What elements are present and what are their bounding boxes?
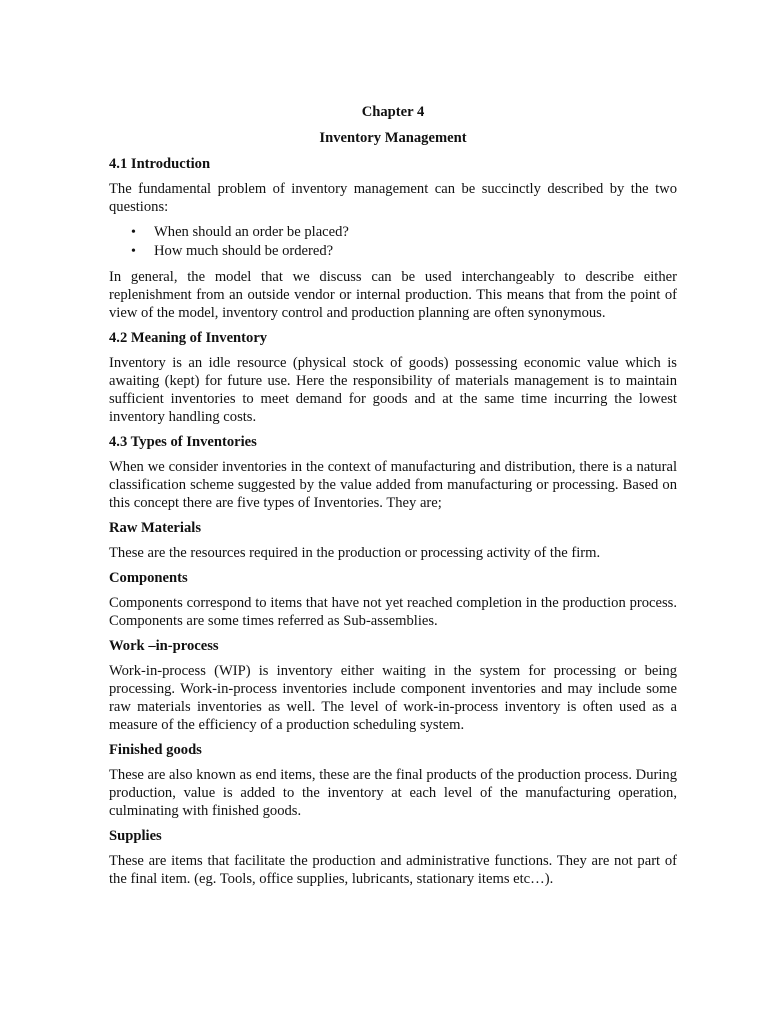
section-heading-meaning: 4.2 Meaning of Inventory xyxy=(109,330,268,346)
question-list xyxy=(109,223,677,261)
bullet-icon: • xyxy=(131,244,136,259)
list-item xyxy=(109,242,677,261)
chapter-label: Chapter 4 xyxy=(361,104,425,120)
work-in-process-paragraph: Work-in-process (WIP) is inventory either waiting in the system for processing or being processing. Work-in-process inventories include component inventories and may include some raw materials inventories as well. The level of work-in-process inventory is often used as a measure of the efficiency of a production scheduling system. xyxy=(109,663,677,733)
introduction-paragraph-1: The fundamental problem of inventory management can be succinctly described by the two questions: xyxy=(109,181,677,215)
subheading-raw-materials: Raw Materials xyxy=(109,520,201,536)
document-page xyxy=(109,103,677,895)
meaning-paragraph: Inventory is an idle resource (physical stock of goods) possessing economic value which is awaiting (kept) for future use. Here the responsibility of materials management is to maintain sufficient inventories to meet demand for goods and at the same time incurring the lowest inventory handling costs. xyxy=(109,355,677,425)
section-heading-types: 4.3 Types of Inventories xyxy=(109,434,257,450)
finished-goods-paragraph: These are also known as end items, these are the final products of the production process. During production, value is added to the inventory at each level of the manufacturing operation, culminating with finished goods. xyxy=(109,767,677,819)
types-paragraph: When we consider inventories in the context of manufacturing and distribution, there is a natural classification scheme suggested by the value added from manufacturing or processing. Based on this concept there are five types of Inventories. They are; xyxy=(109,459,677,511)
section-heading-introduction: 4.1 Introduction xyxy=(109,156,211,172)
chapter-title: Inventory Management xyxy=(319,130,467,146)
subheading-supplies: Supplies xyxy=(109,828,162,844)
list-item-text: When should an order be placed? xyxy=(154,224,349,240)
components-paragraph: Components correspond to items that have not yet reached completion in the production process. Components are some times referred as Sub-assemblies. xyxy=(109,595,677,629)
bullet-icon: • xyxy=(131,225,136,240)
subheading-components: Components xyxy=(109,570,188,586)
list-item xyxy=(109,223,677,242)
supplies-paragraph: These are items that facilitate the production and administrative functions. They are not part of the final item. (eg. Tools, office supplies, lubricants, stationary items etc…). xyxy=(109,853,677,887)
subheading-finished-goods: Finished goods xyxy=(109,742,202,758)
raw-materials-paragraph: These are the resources required in the production or processing activity of the firm. xyxy=(109,545,601,561)
subheading-work-in-process: Work –in-process xyxy=(109,638,219,654)
list-item-text: How much should be ordered? xyxy=(154,243,334,259)
introduction-paragraph-2: In general, the model that we discuss can be used interchangeably to describe either replenishment from an outside vendor or internal production. This means that from the point of view of the model, inventory control and production planning are often synonymous. xyxy=(109,269,677,321)
